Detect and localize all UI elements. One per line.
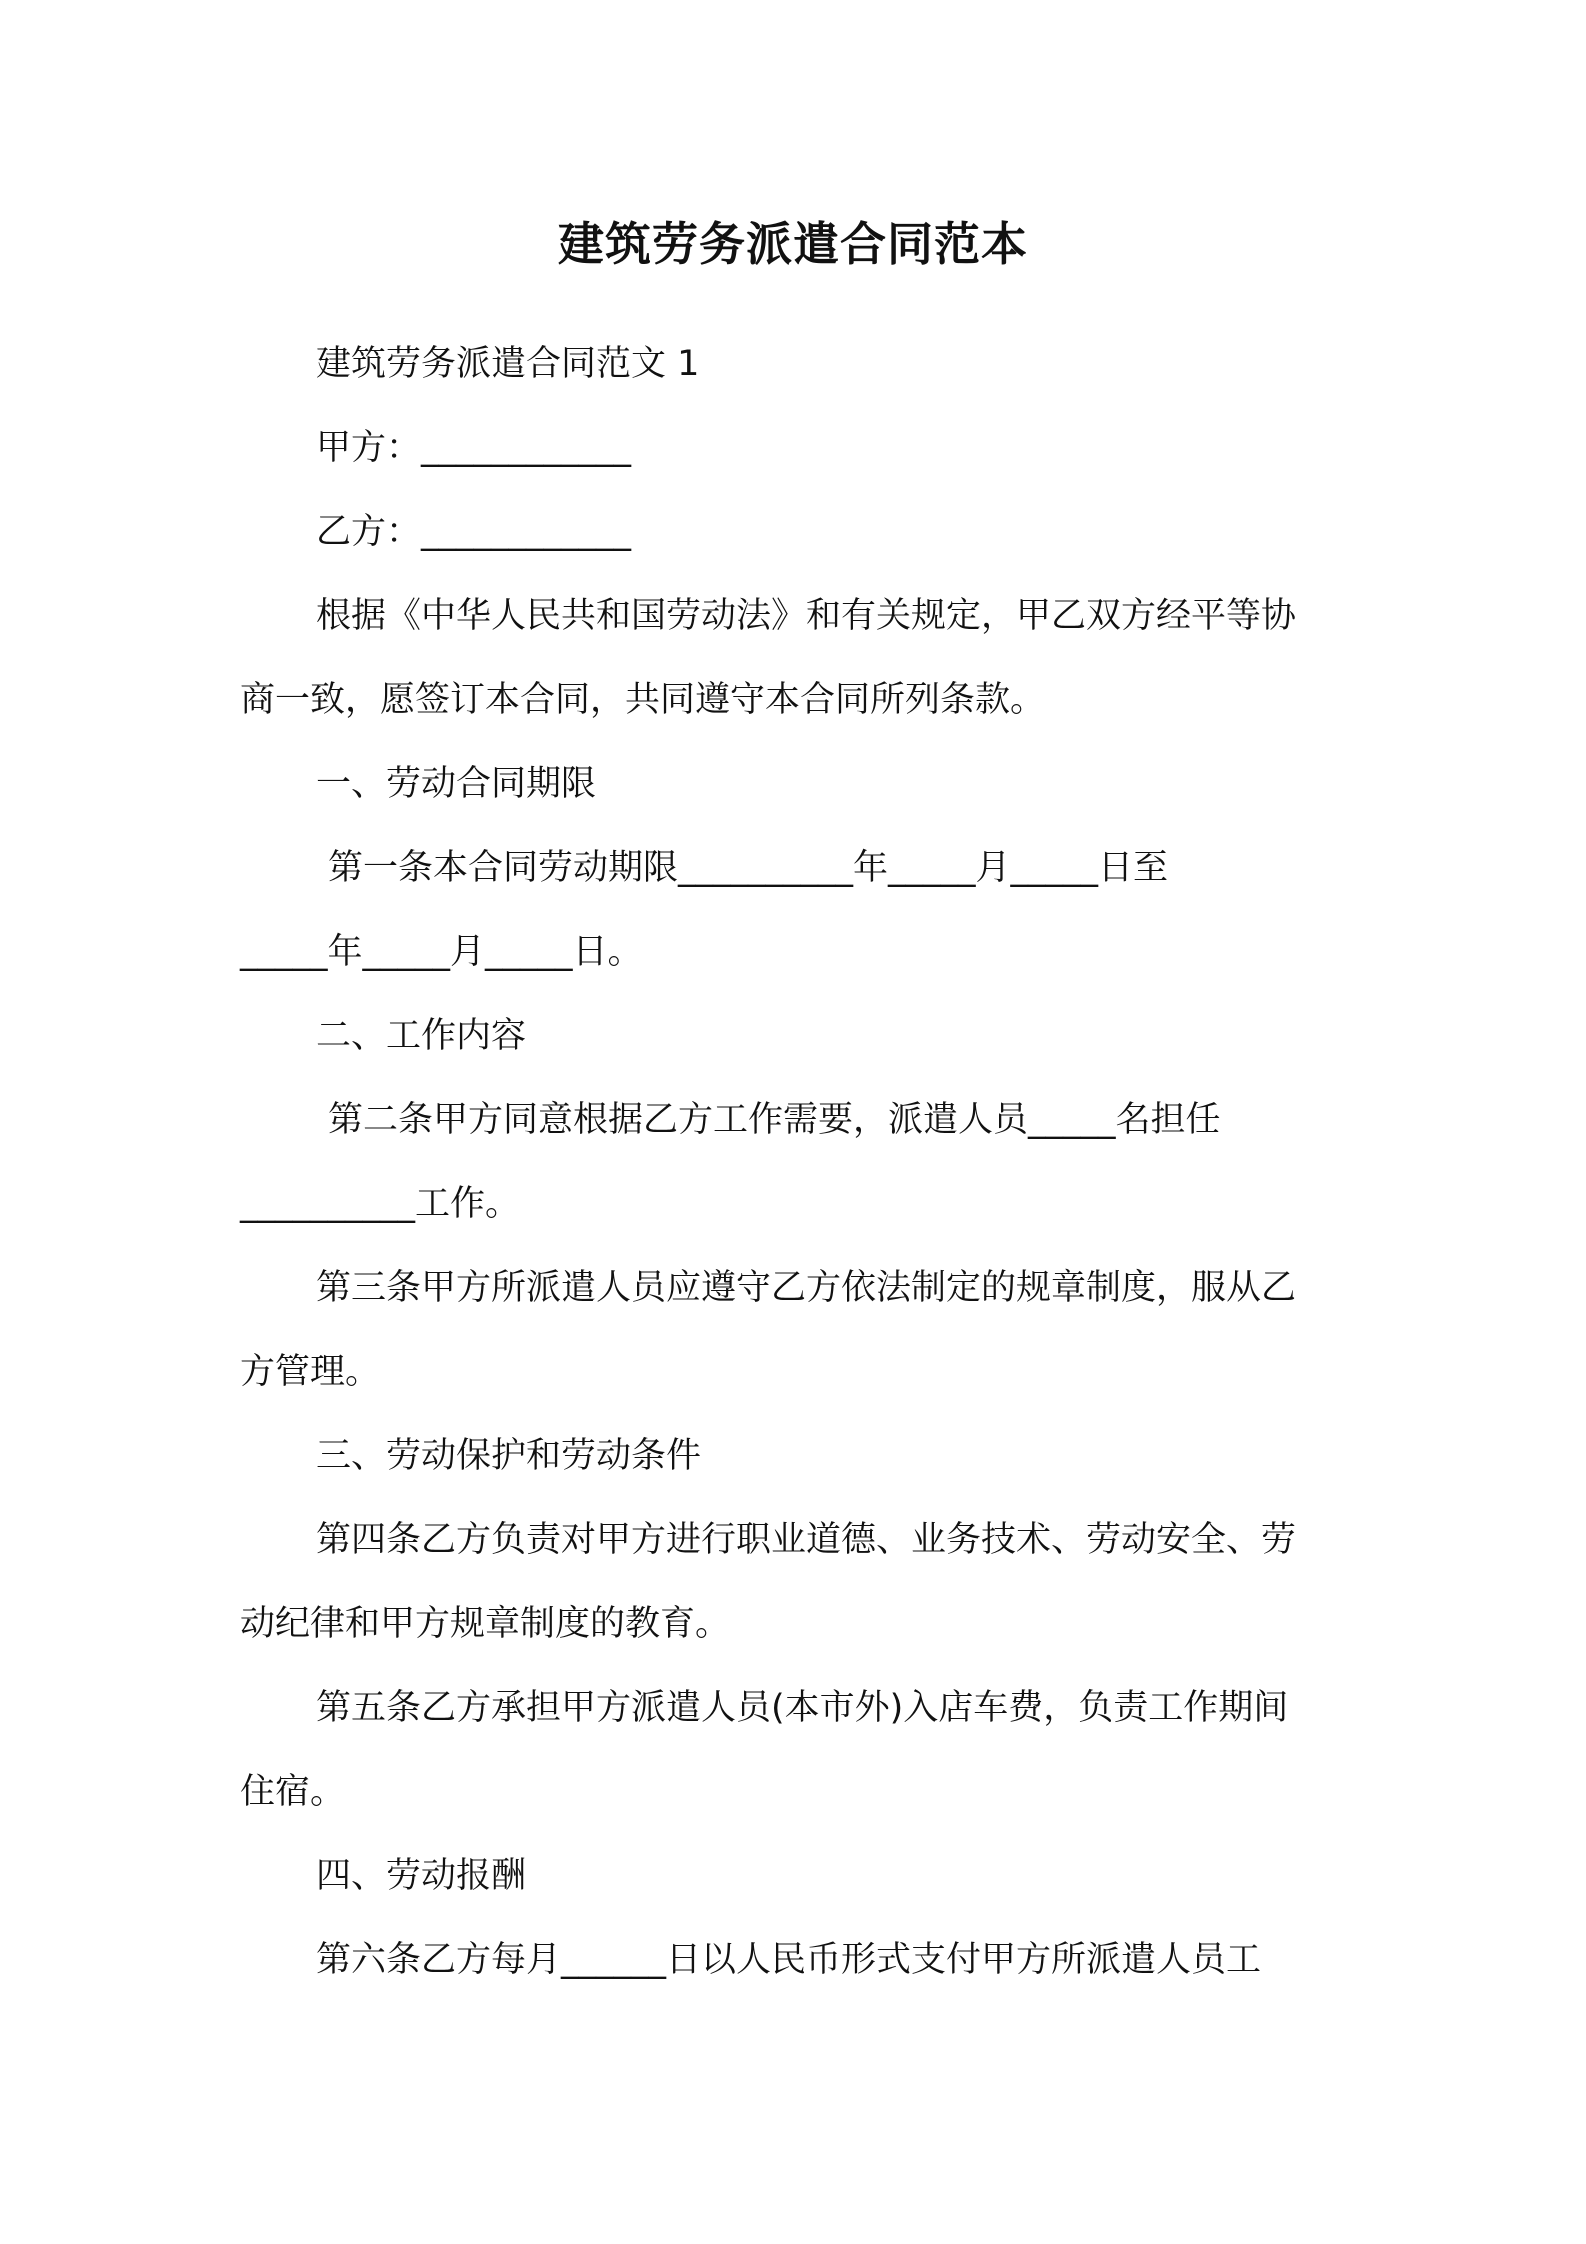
section-3-heading: 三、劳动保护和劳动条件 <box>316 1436 702 1476</box>
article-3-line-2: 方管理。 <box>240 1352 381 1392</box>
article-4-line-1: 第四条乙方负责对甲方进行职业道德、业务技术、劳动安全、劳 <box>316 1520 1297 1560</box>
article-6-line-1: 第六条乙方每月______日以人民币形式支付甲方所派遣人员工 <box>316 1940 1262 1980</box>
document-body <box>240 322 1340 2002</box>
section-4-heading: 四、劳动报酬 <box>316 1856 527 1896</box>
intro-line-1: 根据《中华人民共和国劳动法》和有关规定，甲乙双方经平等协 <box>316 596 1297 636</box>
article-1-line-1: 第一条本合同劳动期限__________年_____月_____日至 <box>328 848 1169 888</box>
section-2-heading: 二、工作内容 <box>316 1016 527 1056</box>
party-a-line: 甲方：____________ <box>316 428 632 468</box>
article-3-line-1: 第三条甲方所派遣人员应遵守乙方依法制定的规章制度，服从乙 <box>316 1268 1297 1308</box>
section-1-heading: 一、劳动合同期限 <box>316 764 597 804</box>
article-2-line-1: 第二条甲方同意根据乙方工作需要，派遣人员_____名担任 <box>328 1100 1221 1140</box>
party-b-line: 乙方：____________ <box>316 512 632 552</box>
article-1-line-2: _____年_____月_____日。 <box>240 932 643 972</box>
article-2-line-2: __________工作。 <box>240 1184 521 1224</box>
article-5-line-1: 第五条乙方承担甲方派遣人员(本市外)入店车费，负责工作期间 <box>316 1688 1289 1728</box>
document-title: 建筑劳务派遣合同范本 <box>558 217 1028 271</box>
subtitle: 建筑劳务派遣合同范文 1 <box>316 344 700 384</box>
article-4-line-2: 动纪律和甲方规章制度的教育。 <box>240 1604 731 1644</box>
article-5-line-2: 住宿。 <box>240 1772 346 1812</box>
intro-line-2: 商一致，愿签订本合同，共同遵守本合同所列条款。 <box>240 680 1046 720</box>
